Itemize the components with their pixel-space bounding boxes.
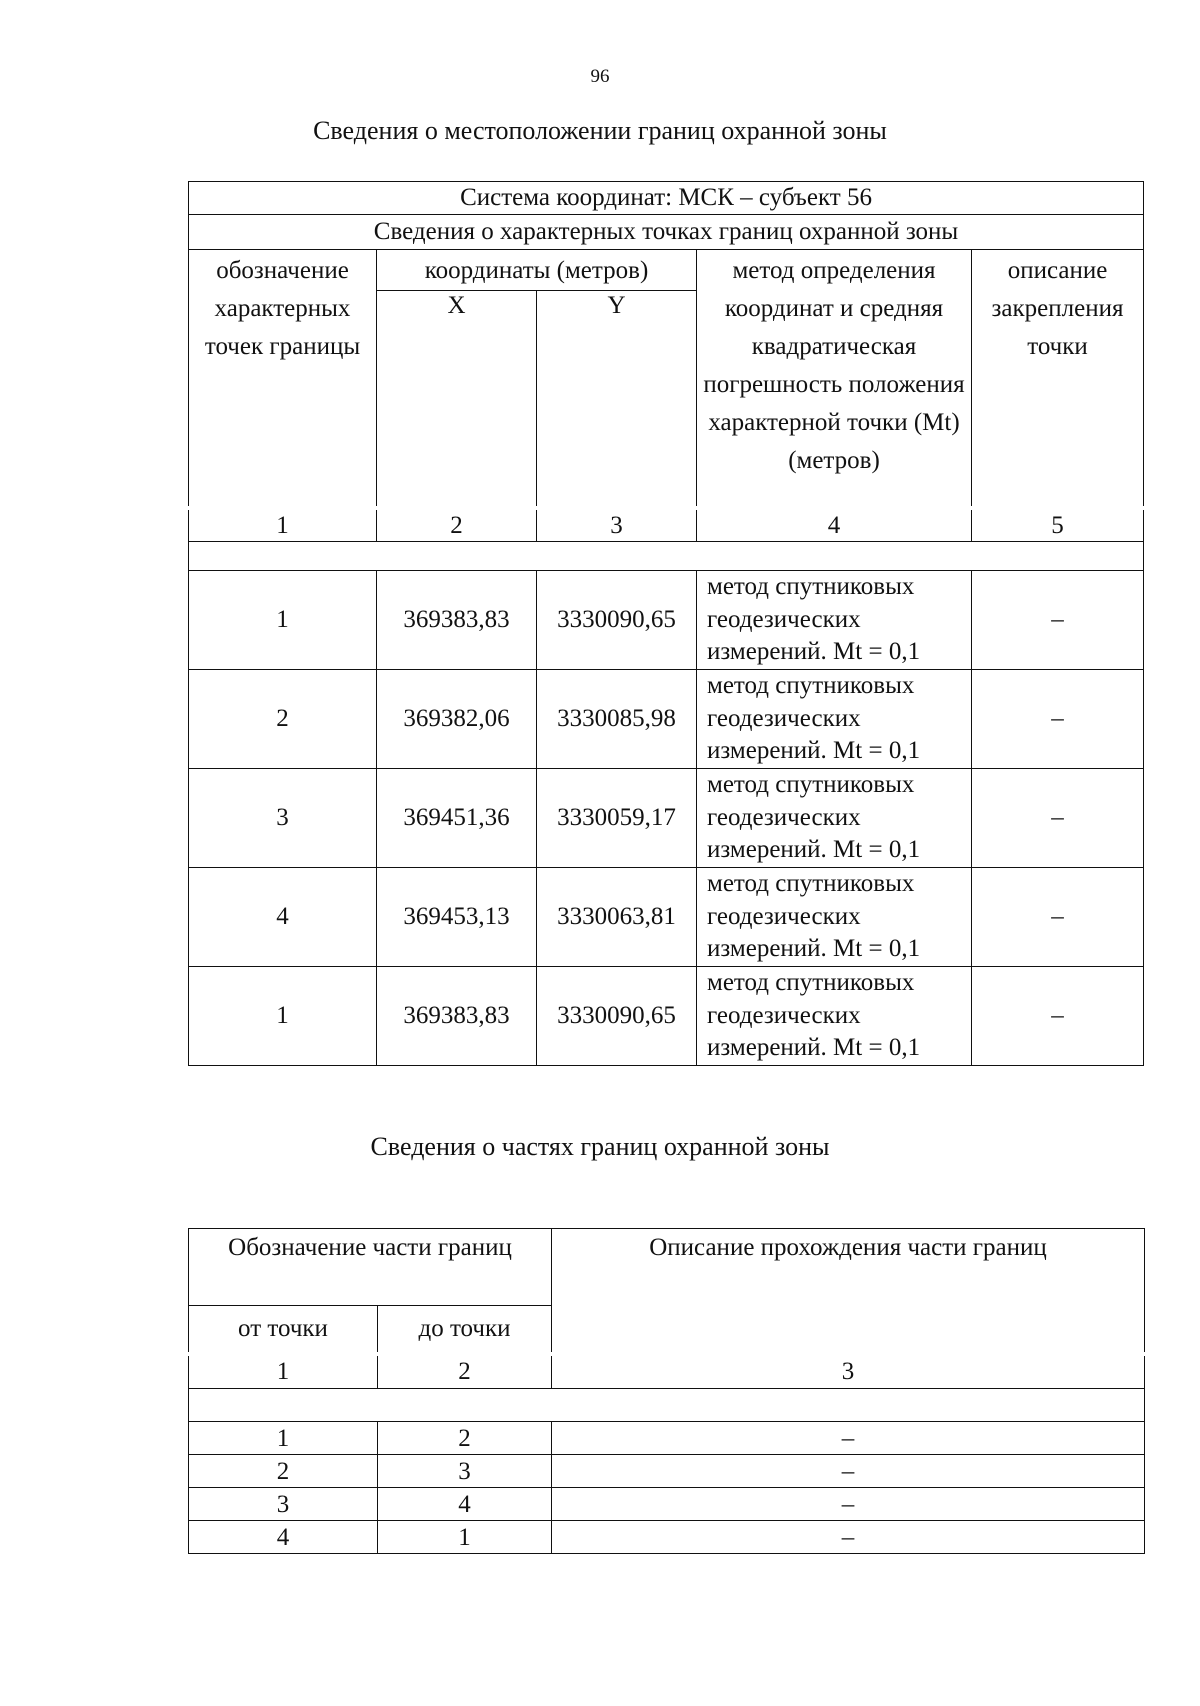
empty-row — [189, 542, 1144, 571]
col-number: 4 — [697, 508, 972, 542]
col-number: 2 — [377, 508, 537, 542]
to-cell: 1 — [378, 1521, 552, 1554]
method-cell: метод спутниковых геодезических измерений. Mt = 0,1 — [697, 868, 972, 967]
col-number: 1 — [189, 508, 377, 542]
points-table — [188, 181, 1144, 1066]
col-header-parts: Обозначение части границ — [189, 1229, 552, 1306]
method-cell: метод спутниковых геодезических измерений. Mt = 0,1 — [697, 967, 972, 1066]
y-cell: 3330090,65 — [537, 571, 697, 670]
col-number: 3 — [552, 1354, 1145, 1389]
desc-cell: – — [972, 868, 1144, 967]
table-row — [189, 670, 1144, 769]
to-cell: 3 — [378, 1455, 552, 1488]
points-subtitle-header: Сведения о характерных точках границ охранной зоны — [189, 215, 1144, 250]
desc-cell: – — [972, 571, 1144, 670]
method-cell: метод спутниковых геодезических измерений. Mt = 0,1 — [697, 769, 972, 868]
col-number: 2 — [378, 1354, 552, 1389]
desc-cell: – — [972, 967, 1144, 1066]
col-header-x: X — [377, 291, 537, 509]
from-cell: 2 — [189, 1455, 378, 1488]
table-row — [189, 1455, 1145, 1488]
desc-cell: – — [972, 769, 1144, 868]
to-cell: 4 — [378, 1488, 552, 1521]
point-cell: 1 — [189, 967, 377, 1066]
col-number: 5 — [972, 508, 1144, 542]
col-header-method: метод определения координат и средняя квадратическая погрешность положения характерной точки (Mt) (метров) — [697, 250, 972, 509]
y-cell: 3330063,81 — [537, 868, 697, 967]
section-title-parts: Сведения о частях границ охранной зоны — [370, 1132, 830, 1161]
y-cell: 3330085,98 — [537, 670, 697, 769]
page-number: 96 — [590, 66, 610, 87]
part-desc-cell: – — [552, 1521, 1145, 1554]
col-header-coords: координаты (метров) — [377, 250, 697, 291]
point-cell: 4 — [189, 868, 377, 967]
col-header-to: до точки — [378, 1306, 552, 1355]
x-cell: 369453,13 — [377, 868, 537, 967]
x-cell: 369383,83 — [377, 571, 537, 670]
from-cell: 4 — [189, 1521, 378, 1554]
method-cell: метод спутниковых геодезических измерений. Mt = 0,1 — [697, 571, 972, 670]
y-cell: 3330059,17 — [537, 769, 697, 868]
point-cell: 2 — [189, 670, 377, 769]
table-row — [189, 571, 1144, 670]
x-cell: 369451,36 — [377, 769, 537, 868]
from-cell: 3 — [189, 1488, 378, 1521]
method-cell: метод спутниковых геодезических измерений. Mt = 0,1 — [697, 670, 972, 769]
table-row — [189, 769, 1144, 868]
col-header-from: от точки — [189, 1306, 378, 1355]
col-header-part-desc: Описание прохождения части границ — [552, 1229, 1145, 1355]
part-desc-cell: – — [552, 1422, 1145, 1455]
col-number: 3 — [537, 508, 697, 542]
table-row — [189, 1488, 1145, 1521]
point-cell: 3 — [189, 769, 377, 868]
table-row — [189, 1521, 1145, 1554]
col-header-point: обозначение характерных точек границы — [189, 250, 377, 509]
section-title-points: Сведения о местоположении границ охранной зоны — [313, 116, 887, 145]
empty-row — [189, 1389, 1145, 1422]
table-row — [189, 1422, 1145, 1455]
x-cell: 369382,06 — [377, 670, 537, 769]
y-cell: 3330090,65 — [537, 967, 697, 1066]
desc-cell: – — [972, 670, 1144, 769]
coord-system-header: Система координат: МСК – субъект 56 — [189, 182, 1144, 215]
table-row — [189, 967, 1144, 1066]
col-number: 1 — [189, 1354, 378, 1389]
to-cell: 2 — [378, 1422, 552, 1455]
part-desc-cell: – — [552, 1455, 1145, 1488]
col-header-desc: описание закрепления точки — [972, 250, 1144, 509]
x-cell: 369383,83 — [377, 967, 537, 1066]
point-cell: 1 — [189, 571, 377, 670]
table-row — [189, 868, 1144, 967]
col-header-y: Y — [537, 291, 697, 509]
parts-table — [188, 1228, 1145, 1554]
from-cell: 1 — [189, 1422, 378, 1455]
part-desc-cell: – — [552, 1488, 1145, 1521]
